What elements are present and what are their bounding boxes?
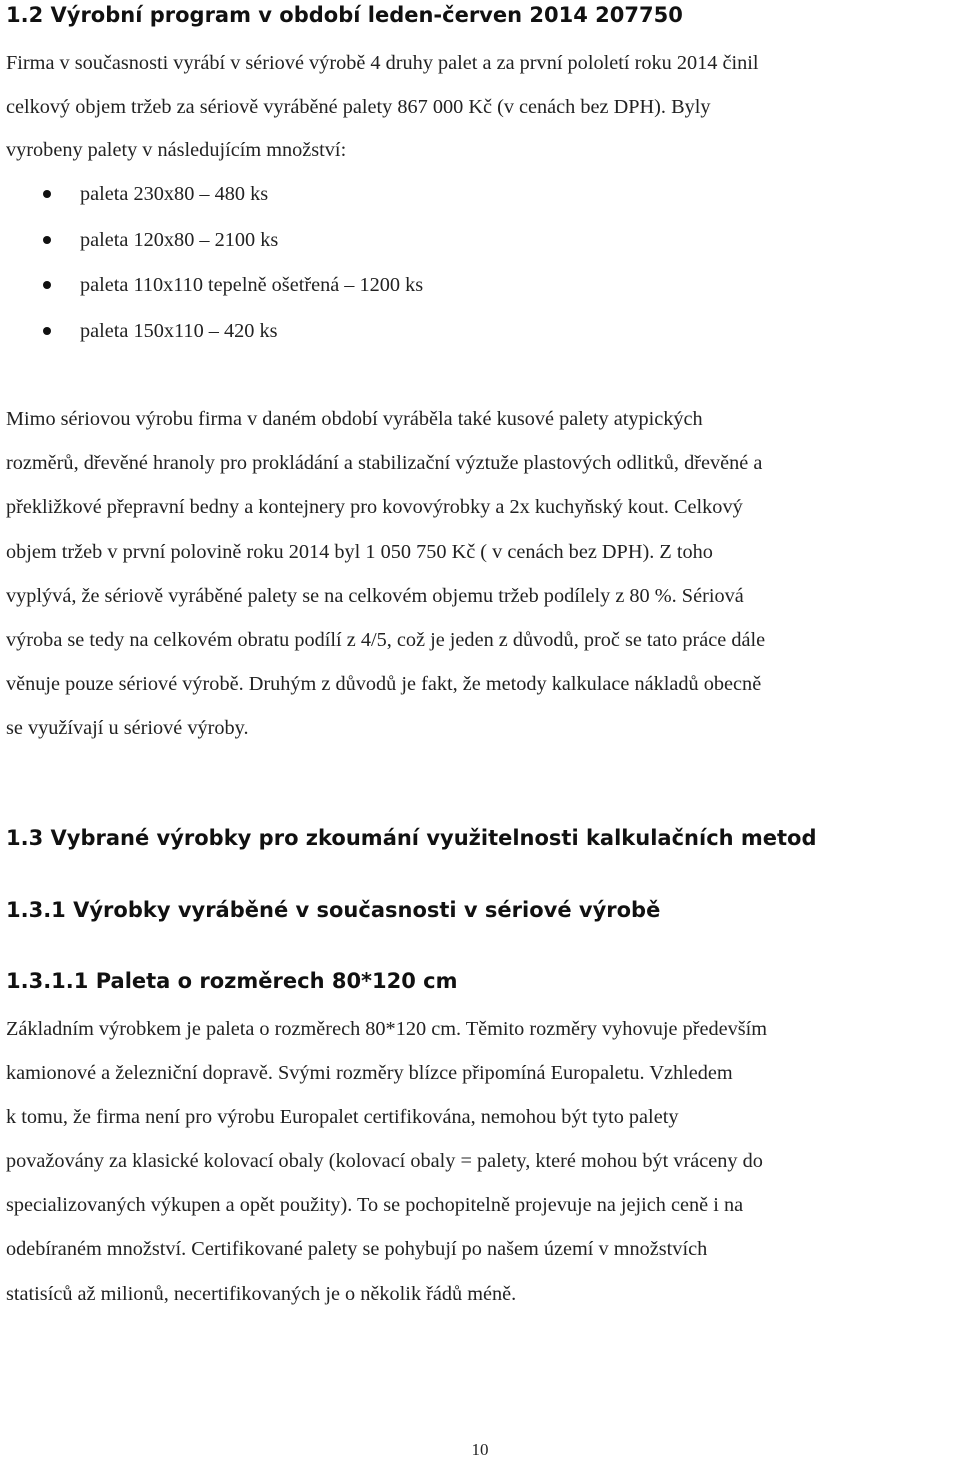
page-number: 10 (471, 1440, 489, 1459)
bullet-icon (43, 236, 51, 244)
paragraph-line: statisíců až milionů, necertifikovaných je o několik řádů méně. (6, 1282, 517, 1305)
paragraph-line: odebíraném množství. Certifikované palety se pohybují po našem území v množstvích (6, 1238, 708, 1261)
paragraph-line: Firma v současnosti vyrábí v sériové výrobě 4 druhy palet a za první pololetí roku 2014 činil (6, 52, 759, 74)
paragraph-line: kamionové a železniční dopravě. Svými rozměry blízce připomíná Europaletu. Vzhledem (6, 1062, 733, 1085)
paragraph-line: objem tržeb v první polovině roku 2014 byl 1 050 750 Kč ( v cenách bez DPH). Z toho (6, 540, 713, 563)
intro-paragraph (6, 50, 759, 181)
paragraph-line: k tomu, že firma není pro výrobu Europalet certifikována, nemohou být tyto palety (6, 1106, 679, 1129)
section-heading-1-2: 1.2 Výrobní program v období leden-červen 2014 207750 (6, 3, 683, 27)
paragraph-line: výroba se tedy na celkovém obratu podílí z 4/5, což je jeden z důvodů, proč se tato práce dále (6, 628, 766, 651)
paragraph-line: překližkové přepravní bedny a kontejnery pro kovovýrobky a 2x kuchyňský kout. Celkový (6, 496, 743, 519)
paragraph-line: Základním výrobkem je paleta o rozměrech 80*120 cm. Těmito rozměry vyhovuje především (6, 1018, 768, 1040)
paragraph-line: rozměrů, dřevěné hranoly pro prokládání a stabilizační výztuže plastových odlitků, dřevěné a (6, 452, 763, 475)
paragraph-line: specializovaných výkupen a opět použity). To se pochopitelně projevuje na jejich ceně i na (6, 1194, 744, 1217)
list-item-text: paleta 150x110 – 420 ks (80, 320, 278, 343)
paragraph-line: věnuje pouze sériové výrobě. Druhým z důvodů je fakt, že metody kalkulace nákladů obecně (6, 673, 762, 696)
section-heading-1-3-1-1: 1.3.1.1 Paleta o rozměrech 80*120 cm (6, 969, 458, 993)
paragraph-line: se využívají u sériové výroby. (6, 717, 249, 740)
bullet-icon (43, 327, 51, 335)
paragraph-line: vyplývá, že sériově vyráběné palety se na celkovém objemu tržeb podílely z 80 %. Sériová (6, 584, 744, 607)
list-item-text: paleta 230x80 – 480 ks (80, 183, 269, 205)
section-heading-1-3-1: 1.3.1 Výrobky vyráběné v současnosti v sériové výrobě (6, 898, 661, 922)
paragraph-line: Mimo sériovou výrobu firma v daném období vyráběla také kusové palety atypických (6, 408, 703, 430)
body-paragraph (6, 1016, 767, 1325)
list-item-text: paleta 110x110 tepelně ošetřená – 1200 ks (80, 274, 424, 297)
body-paragraph (6, 406, 765, 760)
paragraph-line: celkový objem tržeb za sériově vyráběné palety 867 000 Kč (v cenách bez DPH). Byly (6, 95, 711, 118)
paragraph-line: považovány za klasické kolovací obaly (kolovací obaly = palety, které mohou být vráceny do (6, 1150, 763, 1173)
bullet-icon (43, 281, 51, 289)
list-item-text: paleta 120x80 – 2100 ks (80, 228, 279, 251)
paragraph-line: vyrobeny palety v následujícím množství: (6, 139, 347, 162)
bullet-icon (43, 190, 51, 198)
section-heading-1-3: 1.3 Vybrané výrobky pro zkoumání využitelnosti kalkulačních metod (6, 826, 817, 850)
